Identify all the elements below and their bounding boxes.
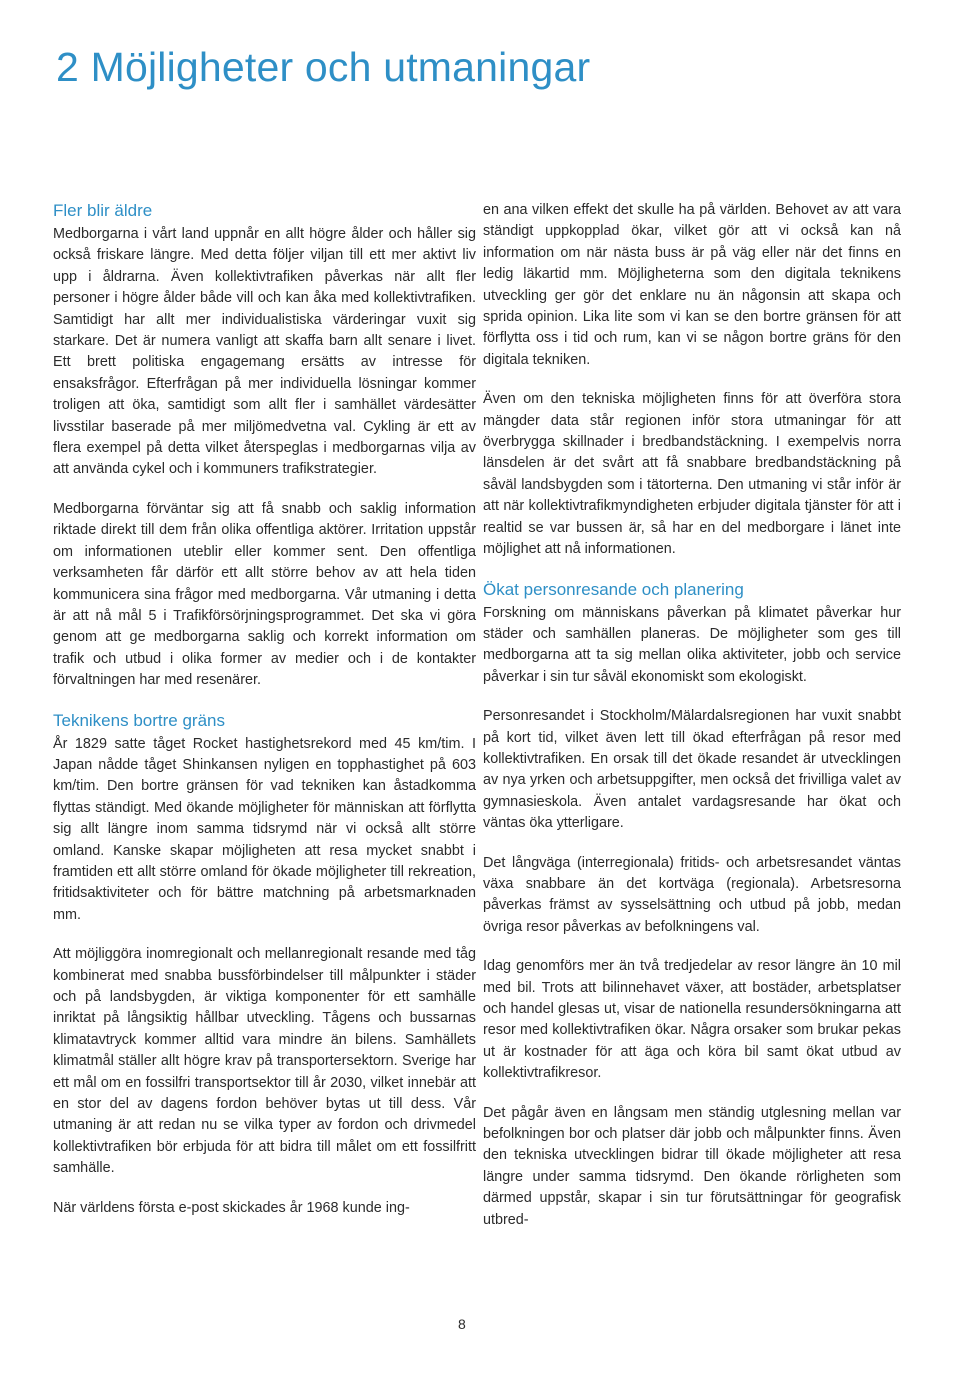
left-column (53, 200, 476, 1219)
paragraph: Forskning om människans påverkan på klimatet påverkar hur städer och samhällen planeras. De möjligheter som ges till medborgarna att ta sig mellan olika aktiviteter, jobb och service påverkar i sin tur såväl ekonomiskt som ekologiskt. (483, 604, 901, 685)
page-number: 8 (458, 1316, 466, 1332)
paragraph: Personresandet i Stockholm/Mälardalsregionen har vuxit snabbt på kort tid, vilket även lett till ökad efterfrågan på resor med kollektivtrafiken. En orsak till det ökade resandet är utvecklingen av nya yrken och arbetsuppgifter, men också det frivilliga valet av gymnasieskola. Även antalet vardagsresande har ökat och väntas öka ytterligare. (483, 708, 901, 832)
paragraph: Även om den tekniska möjligheten finns för att överföra stora mängder data står regionen inför stora utmaningar för att överbrygga skillnader i bredbandstäckning. I exempelvis norra länsdelen är det svårt att få snabbare bredbandstäckning på såväl landsbygden som i tätorterna. Den utmaning vi står inför är att när kollektivtrafikmyndigheten erbjuder digitala tjänster för att i realtid se var bussen är, så har en del medborgare i länet inte möjlighet att nå informationen. (483, 391, 901, 558)
section-heading-technology-limit: Teknikens bortre gräns (53, 710, 225, 730)
section-heading-older-population: Fler blir äldre (53, 201, 153, 220)
right-column (483, 200, 901, 1231)
paragraph: Att möjliggöra inomregionalt och mellanregionalt resande med tåg kombinerat med snabba bussförbindelser till målpunkter i städer och på landsbygden, är viktiga komponenter för ett samhälle inriktat på långsiktig hållbar utveckling. Tågens och bussarnas klimatavtryck kommer alltid vara mindre än bilens. Samhällets klimatmål ställer allt högre krav på transportersektorn. Sverige har ett mål om en fossilfri transportsektor till år 2030, vilket innebär att en stor del av dagens fordon behöver bytas ut till dess. Vår utmaning är att redan nu se vilka typer av fordon och drivmedel kollektivtrafiken bör erbjuda för att bidra till målet om ett fossilfritt samhälle. (53, 946, 476, 1177)
paragraph: Idag genomförs mer än två tredjedelar av resor längre än 10 mil med bil. Trots att bilinnehavet växer, att bostäder, arbetsplatser och handel glesas ut, visar de nationella resundersökningarna att resor med kollektivtrafiken ökar. Några orsaker som brukar pekas ut är kostnader för att äga och köra bil samt ökat utbud av kollektivtrafikresor. (483, 958, 901, 1082)
section-heading-travel-planning: Ökat personresande och planering (483, 579, 744, 599)
paragraph: Det pågår även en långsam men ständig utglesning mellan var befolkningen bor och platser där jobb och målpunkter finns. Även den tekniska utvecklingen bidrar till ökade möjligheter att resa längre under samma tidsrymd. Den ökande rörligheten som därmed uppstår, skapar i sin tur förutsättningar för geografisk utbred- (483, 1104, 901, 1228)
paragraph: Det långväga (interregionala) fritids- och arbetsresandet väntas växa snabbare än det kortväga (regionala). Arbetsresorna påverkas främst av sysselsättning och utbud på jobb, medan övriga resor påverkas av befolkningens val. (483, 854, 901, 935)
paragraph: en ana vilken effekt det skulle ha på världen. Behovet av att vara ständigt uppkopplad ökar, vilket gör att vi också kan nå information om när nästa buss är på väg eller när det finns en ledig läkartid mm. Möjligheterna som den digitala teknikens utveckling ger gör det enklare nu än någonsin att skapa och sprida opinion. Lika lite som vi kan se den bortre gränsen för att förflytta oss i tid och rum, kan vi se någon bortre gräns för den digitala tekniken. (483, 202, 901, 368)
page-title: 2 Möjligheter och utmaningar (56, 44, 591, 90)
paragraph: Medborgarna i vårt land uppnår en allt högre ålder och håller sig också friskare längre. Med detta följer viljan till ett mer aktivt liv upp i åldrarna. Även kollektivtrafiken påverkas när allt fler personer i högre ålder både vill och kan åka med kollektivtrafiken. Samtidigt har allt mer individualistiska värderingar vuxit sig starkare. Det är numera vanligt att skaffa barn allt senare i livet. Ett brett politiska engagemang ersätts av intresse för ensaksfrågor. Efterfrågan på mer individuella lösningar kommer troligen att öka, samtidigt som allt fler i samhället värdesätter livsstilar baserade på mer miljömedvetna val. Cykling är ett av flera exempel på detta vilket återspeglas i medborgarnas vilja av att använda cykel och i kommuners trafikstrategier. (53, 226, 476, 478)
paragraph: År 1829 satte tåget Rocket hastighetsrekord med 45 km/tim. I Japan nådde tåget Shinkansen nyligen en topphastighet på 603 km/tim. Den bortre gränsen för vad tekniken kan åstadkomma flyttas ständigt. Med ökande möjligheter för människan att förflytta sig allt längre inom samma tidsrymd när vi också allt större omland. Kanske skapar möjligheten att resa mycket snabbt i framtiden ett allt större omland för ökade möjligheter till rekreation, fritidsaktiviteter och för bättre matchning på arbetsmarknaden mm. (53, 735, 476, 923)
paragraph: Medborgarna förväntar sig att få snabb och saklig information riktade direkt till dem från olika offentliga aktörer. Irritation uppstår om informationen uteblir eller kommer sent. Den offentliga verksamheten får därför ett allt större behov av att hela tiden kommunicera sina frågor med medborgarna. Vår utmaning i detta är att nå mål 5 i Trafikförsörjningsprogrammet. Det ska vi göra genom att ge medborgarna saklig och korrekt information om trafik och utbud i olika former av medier och i de kontakter förvaltningen har med resenärer. (53, 500, 476, 689)
paragraph: När världens första e-post skickades år 1968 kunde ing- (53, 1199, 410, 1216)
